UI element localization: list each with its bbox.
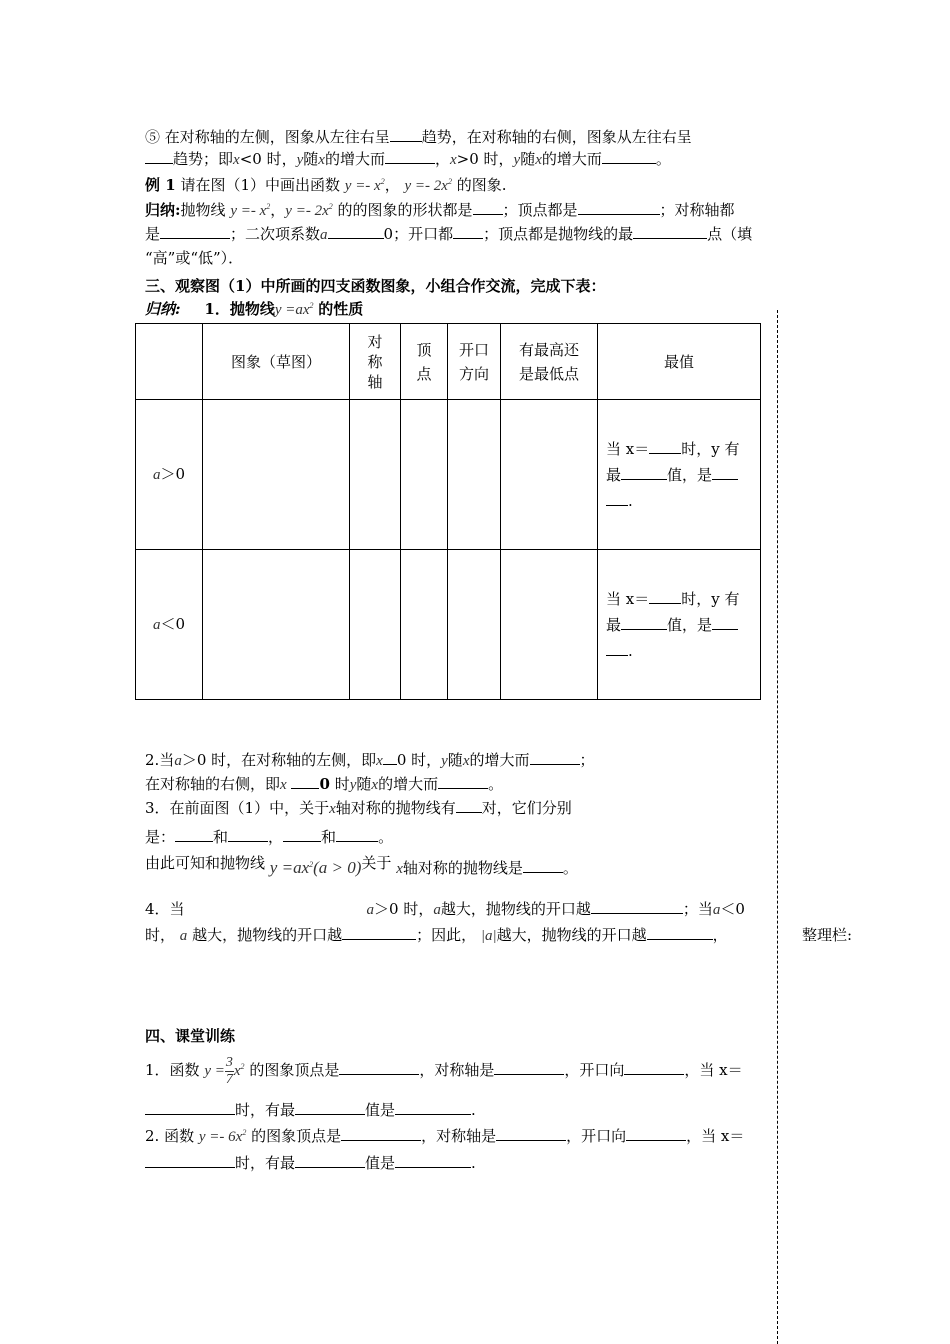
- blank[interactable]: [175, 827, 213, 842]
- blank[interactable]: [621, 615, 667, 630]
- blank[interactable]: [647, 925, 713, 940]
- p2-line2: 在对称轴的右侧，即x 0 时y随x的增大而 。: [145, 775, 504, 793]
- properties-table: [135, 323, 761, 700]
- header-high-low: 有最高还 是最低点: [501, 324, 598, 400]
- p4-line1: 4．当 a＞0 时，a越大，抛物线的开口越 ；当a＜0: [145, 900, 745, 918]
- q1-line2: 时，有最 值是 .: [145, 1100, 476, 1120]
- blank[interactable]: [283, 827, 321, 842]
- section-4-title: 四、课堂训练: [145, 1027, 236, 1045]
- blank[interactable]: [336, 827, 378, 842]
- blank[interactable]: [530, 750, 580, 765]
- summary-line2: 是 ；二次项系数a 0；开口都 ；顶点都是抛物线的最 点（填: [145, 225, 753, 243]
- cell-vertex[interactable]: [401, 550, 448, 700]
- blank[interactable]: [295, 1153, 365, 1168]
- cell-vertex[interactable]: [401, 400, 448, 550]
- blank[interactable]: [624, 1060, 684, 1075]
- blank[interactable]: [606, 491, 628, 506]
- table-header-row: [136, 324, 761, 400]
- blank[interactable]: [145, 149, 173, 164]
- fraction: $\frac{3}{7}$: [225, 1054, 233, 1087]
- blank[interactable]: [633, 224, 707, 239]
- summary-line3: “高”或“低”）．: [145, 249, 244, 267]
- cell-high-low[interactable]: [501, 400, 598, 550]
- blank[interactable]: [438, 774, 488, 789]
- cell-extreme: 当 x＝ 时，y 有 最 值，是 .: [598, 550, 761, 700]
- blank[interactable]: [649, 439, 681, 454]
- q2-line2: 时，有最 值是 .: [145, 1153, 476, 1173]
- example-1: 例 1 请在图（1）中画出函数 $y =- x^2$， $y =- 2x^2$ 的图象.: [145, 176, 507, 194]
- blank[interactable]: [453, 224, 483, 239]
- blank[interactable]: [145, 1100, 235, 1115]
- row-label-negative: a＜0: [136, 550, 203, 700]
- summary-line1: 归纳:抛物线 $y =- x^2$，$y =- 2x^2$ 的的图象的形状都是 ；顶点都是 ；对称轴都: [145, 201, 735, 219]
- blank[interactable]: [339, 1060, 419, 1075]
- blank[interactable]: [494, 1060, 564, 1075]
- p4-line2: 时， a 越大，抛物线的开口越 ；因此， |a|越大，抛物线的开口越 ，: [145, 926, 728, 944]
- p3-line3: 由此可知和抛物线 $y =ax^2(a > 0)$关于 x轴对称的抛物线是 。: [145, 854, 578, 877]
- blank[interactable]: [291, 774, 319, 789]
- blank[interactable]: [145, 1153, 235, 1168]
- header-vertex: 顶 点: [401, 324, 448, 400]
- blank[interactable]: [395, 1100, 471, 1115]
- blank[interactable]: [383, 750, 397, 765]
- q1-line1: 1．函数 y = $\frac{3}{7}$ $x^2$ 的图象顶点是 ，对称轴是 ，开口向 ，当 x＝: [145, 1054, 743, 1087]
- p5-line2: 趋势；即x<0 时，y随x的增大而 ，x>0 时，y随x的增大而 。: [145, 149, 671, 170]
- blank[interactable]: [328, 224, 384, 239]
- cell-graph[interactable]: [203, 550, 350, 700]
- blank[interactable]: [473, 200, 503, 215]
- header-graph: 图象（草图）: [203, 324, 350, 400]
- cell-opening[interactable]: [448, 550, 501, 700]
- blank[interactable]: [626, 1126, 686, 1141]
- table-row: [136, 550, 761, 700]
- blank[interactable]: [523, 858, 563, 873]
- section-3-summary: 归纳: 1．抛物线$y =ax^2$ 的性质: [145, 300, 364, 318]
- blank[interactable]: [712, 615, 738, 630]
- blank[interactable]: [621, 465, 667, 480]
- table-row: [136, 400, 761, 550]
- blank[interactable]: [228, 827, 268, 842]
- p5-line1: ⑤ 在对称轴的左侧，图象从左往右呈 趋势，在对称轴的右侧，图象从左往右呈: [145, 128, 692, 146]
- p2-line1: 2.当a＞0 时，在对称轴的左侧，即x 0 时，y随x的增大而 ；: [145, 751, 595, 769]
- blank[interactable]: [342, 925, 416, 940]
- header-empty: [136, 324, 203, 400]
- blank[interactable]: [602, 149, 656, 164]
- cell-extreme: 当 x＝ 时，y 有 最 值，是 .: [598, 400, 761, 550]
- cell-graph[interactable]: [203, 400, 350, 550]
- cell-high-low[interactable]: [501, 550, 598, 700]
- cell-opening[interactable]: [448, 400, 501, 550]
- blank[interactable]: [649, 589, 681, 604]
- blank[interactable]: [385, 149, 435, 164]
- blank[interactable]: [395, 1153, 471, 1168]
- section-3-title: 三、观察图（1）中所画的四支函数图象，小组合作交流，完成下表：: [145, 277, 606, 295]
- blank[interactable]: [160, 224, 230, 239]
- p3-line1: 3．在前面图（1）中，关于x轴对称的抛物线有 对，它们分别: [145, 799, 572, 817]
- blank[interactable]: [578, 200, 660, 215]
- blank[interactable]: [591, 899, 683, 914]
- cell-axis[interactable]: [350, 550, 401, 700]
- blank[interactable]: [295, 1100, 365, 1115]
- p3-line2: 是： 和 ， 和 。: [145, 828, 394, 846]
- blank[interactable]: [390, 127, 422, 142]
- blank[interactable]: [712, 465, 738, 480]
- header-extreme: 最值: [598, 324, 761, 400]
- blank[interactable]: [456, 798, 482, 813]
- blank[interactable]: [496, 1126, 566, 1141]
- q2-line1: 2. 函数 $y =- 6x^2$ 的图象顶点是 ，对称轴是 ，开口向 ，当 x＝: [145, 1127, 745, 1145]
- blank[interactable]: [606, 641, 628, 656]
- margin-dashed-line: [777, 310, 778, 1344]
- organize-column-label: 整理栏:: [802, 926, 853, 944]
- blank[interactable]: [341, 1126, 421, 1141]
- header-opening: 开口 方向: [448, 324, 501, 400]
- row-label-positive: a＞0: [136, 400, 203, 550]
- cell-axis[interactable]: [350, 400, 401, 550]
- header-axis: 对称轴: [350, 324, 401, 400]
